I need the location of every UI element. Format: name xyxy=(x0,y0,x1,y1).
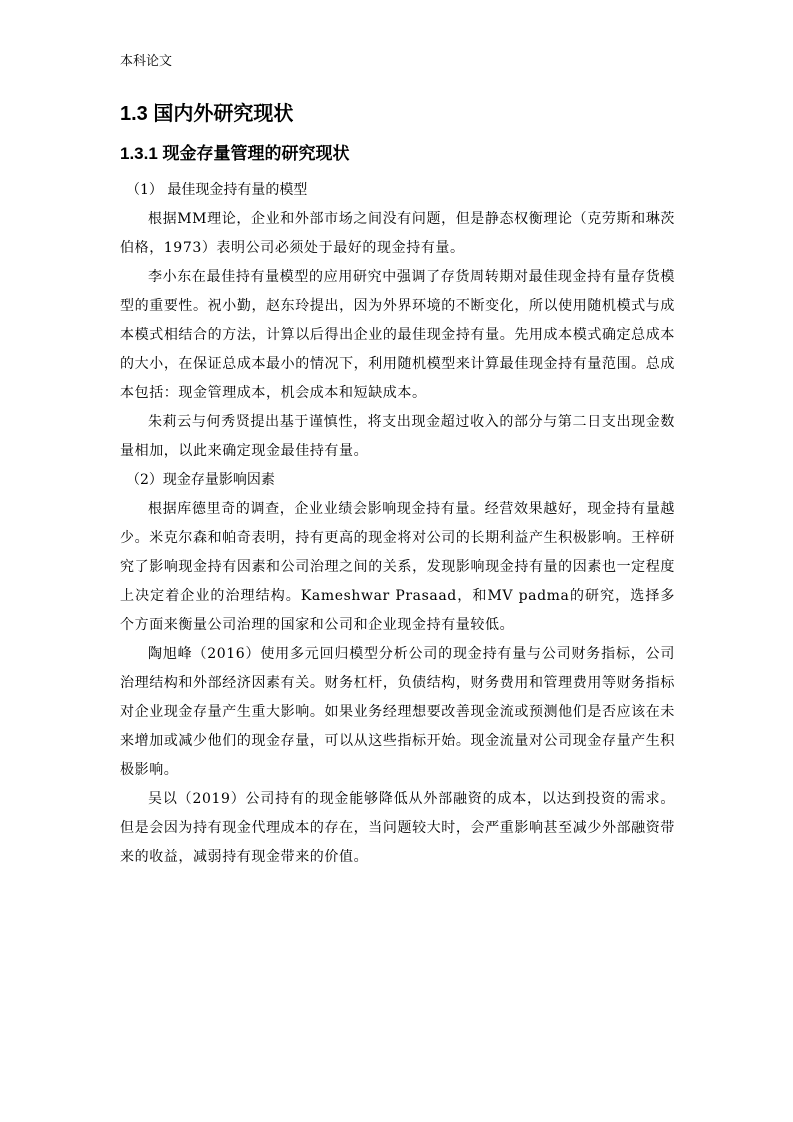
item-optimal-cash-model xyxy=(120,176,675,466)
paragraph: 根据MM理论，企业和外部市场之间没有问题，但是静态权衡理论（克劳斯和琳茨伯格，1973）表明公司必须处于最好的现金持有量。 xyxy=(120,211,675,256)
subsection-heading: 1.3.1 现金存量管理的研究现状 xyxy=(120,144,350,163)
section-heading: 1.3 国内外研究现状 xyxy=(120,103,294,125)
paragraph: 根据库德里奇的调查，企业业绩会影响现金持有量。经营效果越好，现金持有量越少。米克尔森和帕奇表明，持有更高的现金将对公司的长期利益产生积极影响。王梓研究了影响现金持有因素和公司治理之间的关系，发现影响现金持有量的因素也一定程度上决定着企业的治理结构。Kameshwar Prasaad，和MV padma的研究，选择多个方面来衡量公司治理的国家和公司和企业现金持有量较低。 xyxy=(120,501,675,633)
page-content xyxy=(120,100,675,872)
item-label: （2）现金存量影响因素 xyxy=(126,472,275,488)
item-label: （1） 最佳现金持有量的模型 xyxy=(126,182,308,198)
paragraph: 朱莉云与何秀贤提出基于谨慎性，将支出现金超过收入的部分与第二日支出现金数量相加，以此来确定现金最佳持有量。 xyxy=(120,414,675,459)
paragraph: 陶旭峰（2016）使用多元回归模型分析公司的现金持有量与公司财务指标，公司治理结构和外部经济因素有关。财务杠杆，负债结构，财务费用和管理费用等财务指标对企业现金存量产生重大影响。如果业务经理想要改善现金流或预测他们是否应该在未来增加或减少他们的现金存量，可以从这些指标开始。现金流量对公司现金存量产生积极影响。 xyxy=(120,646,675,778)
paragraph: 吴以（2019）公司持有的现金能够降低从外部融资的成本，以达到投资的需求。但是会因为持有现金代理成本的存在，当问题较大时，会严重影响甚至减少外部融资带来的收益，减弱持有现金带来的价值。 xyxy=(120,791,675,865)
running-header: 本科论文 xyxy=(120,54,173,69)
paragraph: 李小东在最佳持有量模型的应用研究中强调了存货周转期对最佳现金持有量存货模型的重要性。祝小勤，赵东玲提出，因为外界环境的不断变化，所以使用随机模式与成本模式相结合的方法，计算以后得出企业的最佳现金持有量。先用成本模式确定总成本的大小，在保证总成本最小的情况下，利用随机模型来计算最佳现金持有量范围。总成本包括：现金管理成本，机会成本和短缺成本。 xyxy=(120,269,675,401)
item-cash-stock-factors xyxy=(120,466,675,872)
